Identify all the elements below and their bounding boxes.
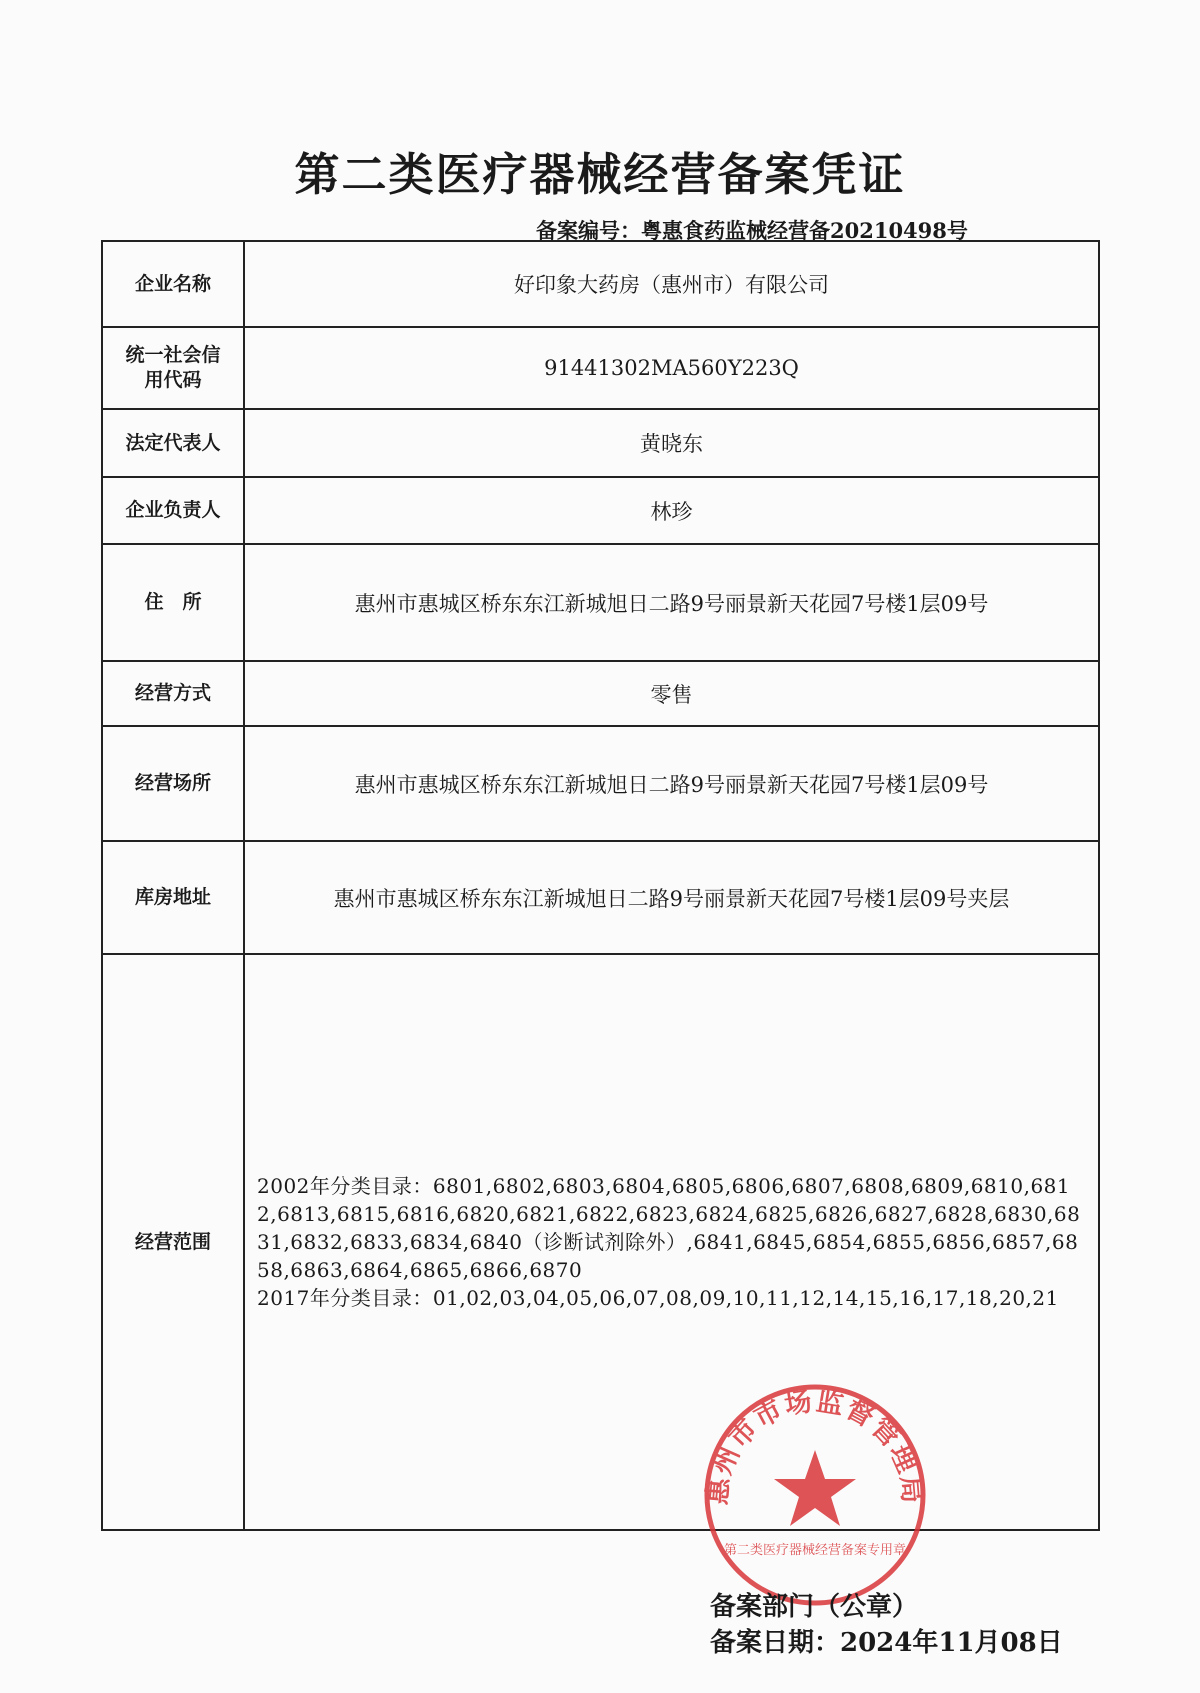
value-company-name: 好印象大药房（惠州市）有限公司	[244, 241, 1099, 327]
label-warehouse-address: 库房地址	[102, 841, 244, 954]
value-domicile: 惠州市惠城区桥东东江新城旭日二路9号丽景新天花园7号楼1层09号	[244, 544, 1099, 661]
row-person-in-charge	[102, 477, 1099, 544]
scope-2002: 2002年分类目录：6801,6802,6803,6804,6805,6806,6807,6808,6809,6810,6812,6813,6815,6816,6820,6821,6822,6823,6824,6825,6826,6827,6828,6830,6831,6832,6833,6834,6840（诊断试剂除外）,6841,6845,6854,6855,6856,6857,6858,6863,6864,6865,6866,6870	[257, 1174, 1081, 1282]
label-domicile: 住 所	[102, 544, 244, 661]
label-business-mode: 经营方式	[102, 661, 244, 726]
label-person-in-charge: 企业负责人	[102, 477, 244, 544]
value-credit-code: 91441302MA560Y223Q	[244, 327, 1099, 409]
value-business-scope	[244, 954, 1099, 1530]
seal-inner-text: 第二类医疗器械经营备案专用章	[723, 1543, 907, 1558]
record-number-value: 粤惠食药监械经营备20210498号	[641, 218, 968, 243]
row-legal-rep	[102, 409, 1099, 477]
label-legal-rep: 法定代表人	[102, 409, 244, 477]
scope-2017: 2017年分类目录：01,02,03,04,05,06,07,08,09,10,11,12,14,15,16,17,18,20,21	[257, 1286, 1059, 1310]
label-business-scope: 经营范围	[102, 954, 244, 1530]
value-person-in-charge: 林珍	[244, 477, 1099, 544]
filing-date: 备案日期：2024年11月08日	[710, 1628, 1063, 1658]
row-warehouse-address	[102, 841, 1099, 954]
star-icon	[774, 1450, 856, 1526]
filing-department: 备案部门（公章）	[710, 1592, 919, 1622]
certificate-table	[101, 240, 1100, 1531]
record-number-label: 备案编号：	[536, 218, 641, 243]
row-company-name	[102, 241, 1099, 327]
row-credit-code	[102, 327, 1099, 409]
row-business-premises	[102, 726, 1099, 841]
value-business-premises: 惠州市惠城区桥东东江新城旭日二路9号丽景新天花园7号楼1层09号	[244, 726, 1099, 841]
row-business-scope	[102, 954, 1099, 1530]
document-title: 第二类医疗器械经营备案凭证	[294, 148, 906, 201]
row-business-mode	[102, 661, 1099, 726]
value-warehouse-address: 惠州市惠城区桥东东江新城旭日二路9号丽景新天花园7号楼1层09号夹层	[244, 841, 1099, 954]
seal-outer-text: 惠州市市场监督管理局	[702, 1385, 928, 1507]
value-business-mode: 零售	[244, 661, 1099, 726]
official-seal	[700, 1380, 930, 1610]
row-domicile	[102, 544, 1099, 661]
value-legal-rep: 黄晓东	[244, 409, 1099, 477]
label-business-premises: 经营场所	[102, 726, 244, 841]
label-company-name: 企业名称	[102, 241, 244, 327]
label-credit-code: 统一社会信用代码	[102, 327, 244, 409]
